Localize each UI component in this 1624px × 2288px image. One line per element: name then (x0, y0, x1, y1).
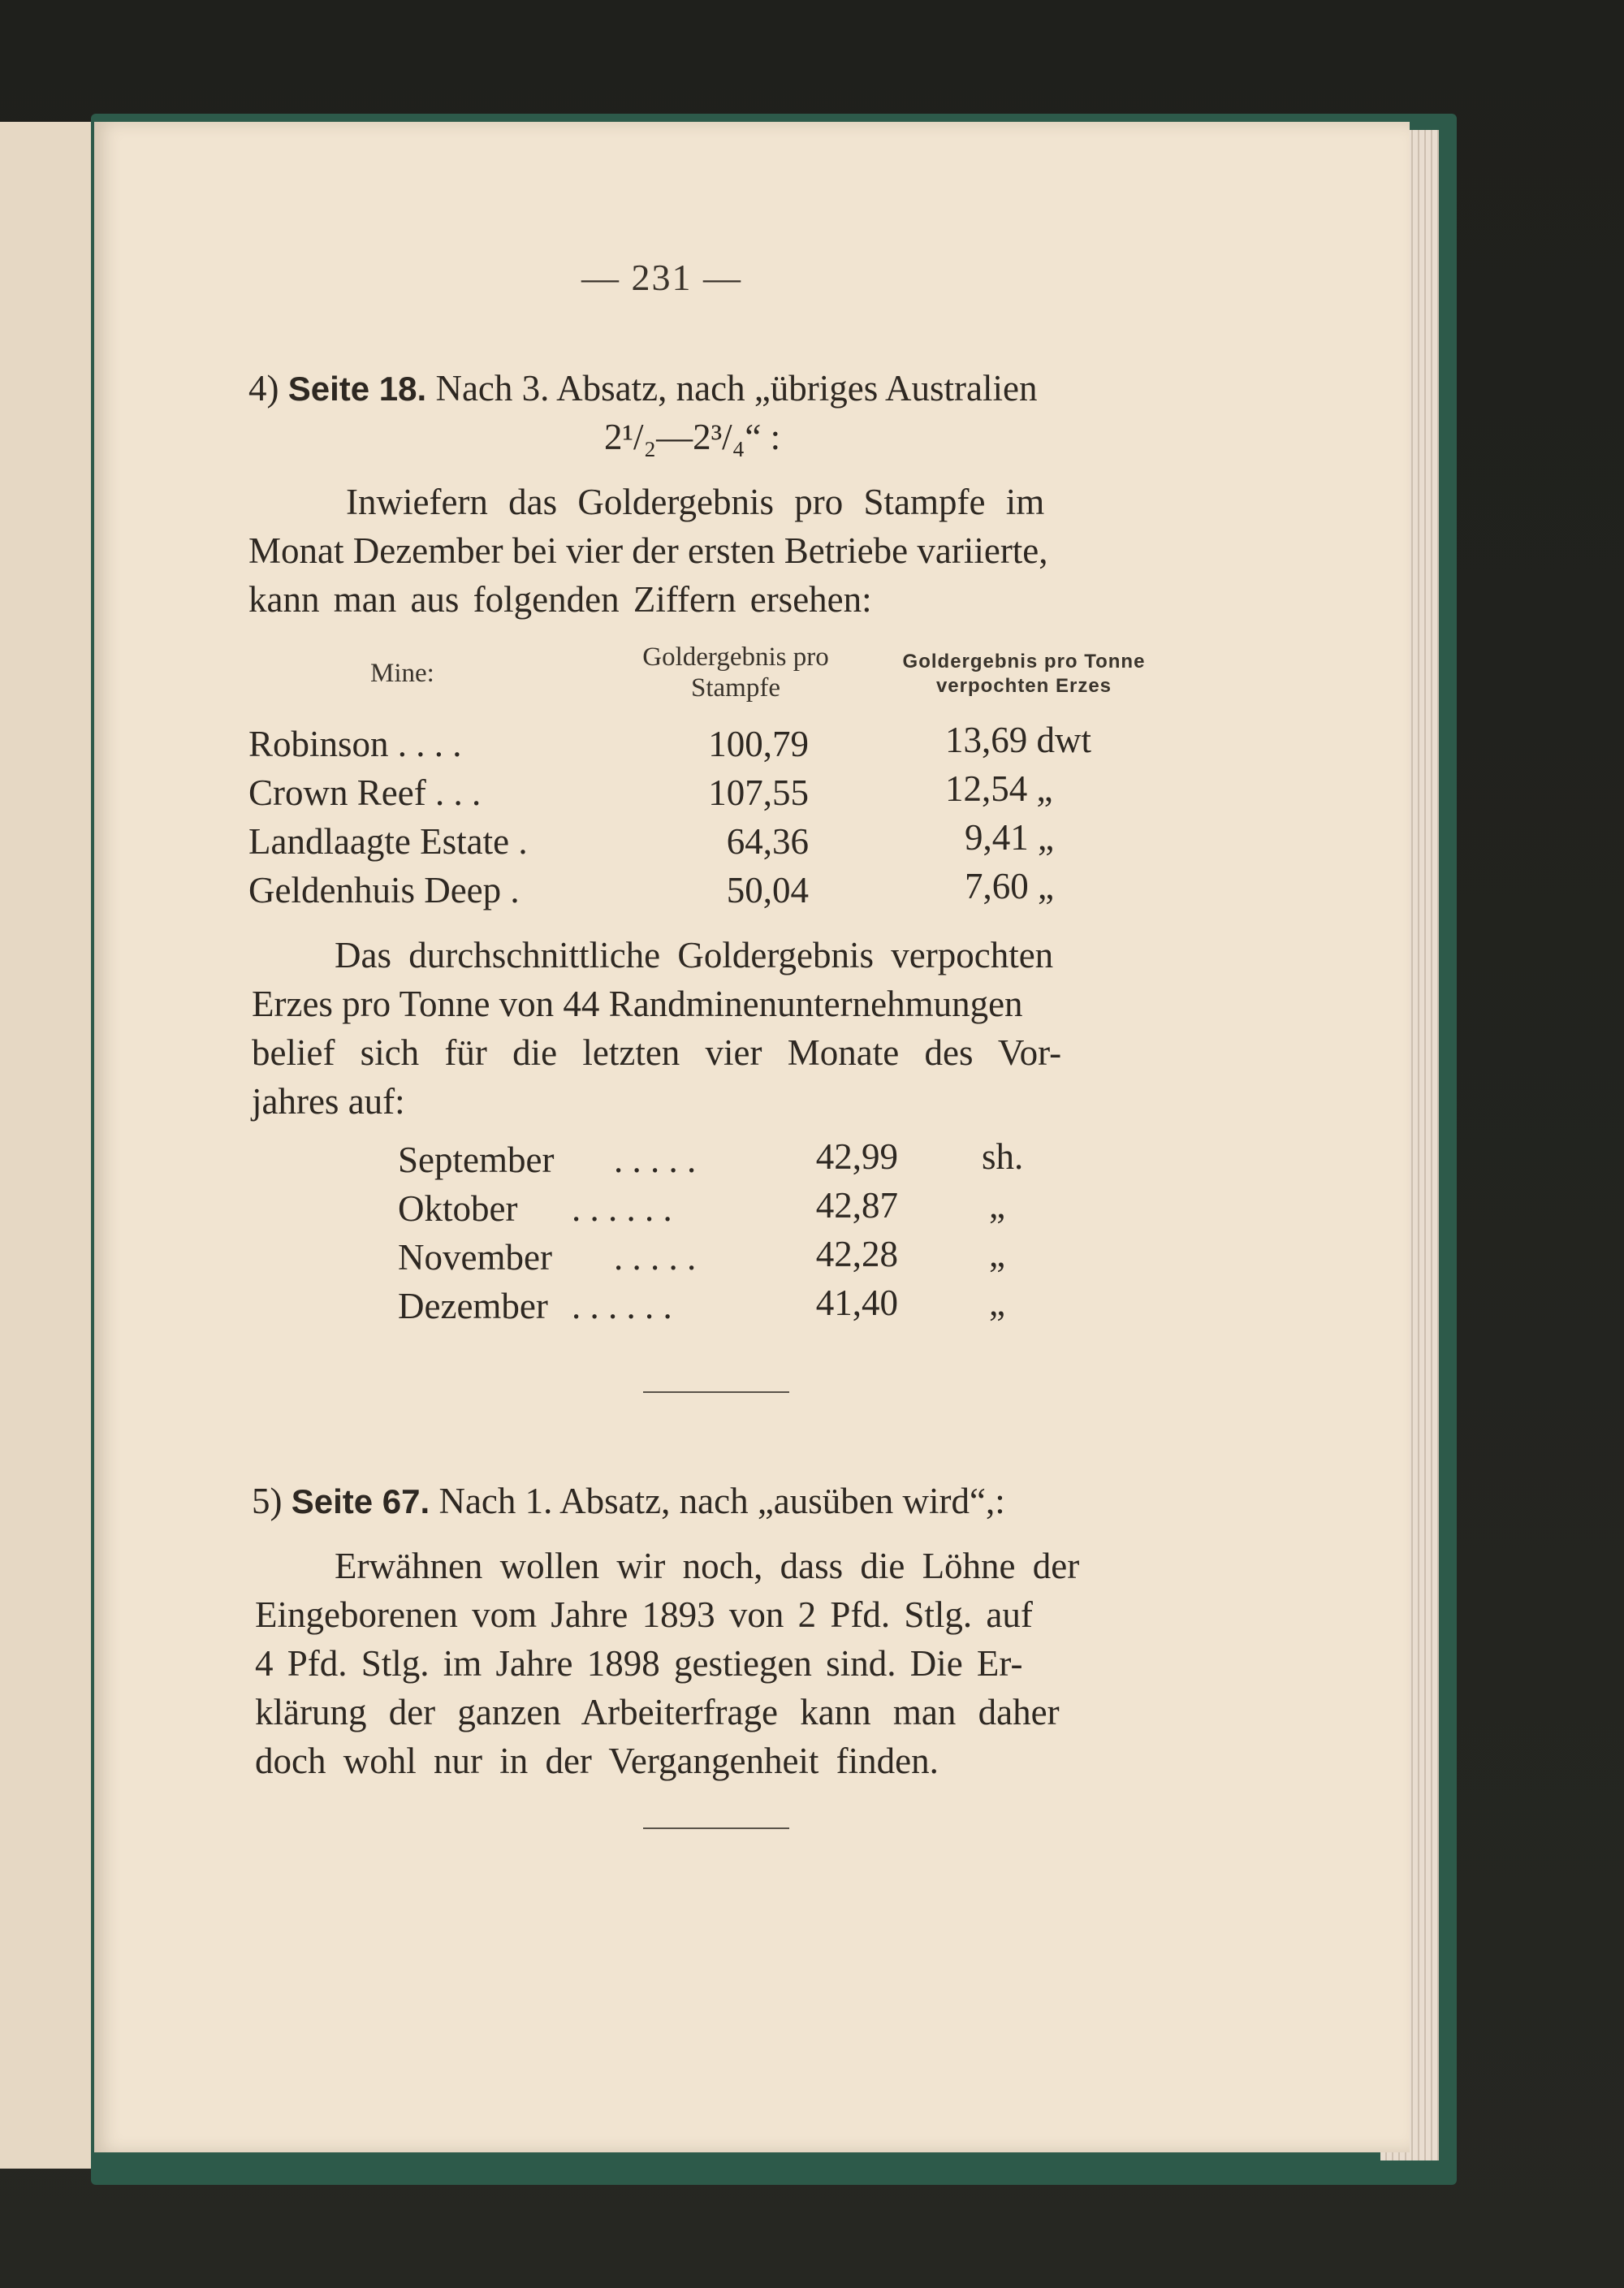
section4-para2-line-1: Das durchschnittliche Goldergebnis verpochten (335, 935, 1054, 975)
section5-para-line-5: doch wohl nur in der Vergangenheit finden. (255, 1741, 939, 1781)
section4-intro: Nach 3. Absatz, nach „übriges Australien (435, 368, 1038, 409)
month-row-4-dots: . . . . . . (572, 1286, 672, 1326)
section4-para2-line-2: Erzes pro Tonne von 44 Randminenunternehmungen (252, 984, 1023, 1024)
month-row-2-unit: „ (989, 1185, 1005, 1226)
table-row-4-tonne: 7,60 „ (965, 866, 1054, 906)
end-divider (643, 1827, 789, 1829)
table-header-stampfe (606, 642, 866, 703)
month-row-1-value: 42,99 (815, 1136, 898, 1177)
section5-label: 5) (252, 1481, 283, 1521)
month-row-2-value: 42,87 (815, 1185, 898, 1226)
section5-para-line-2: Eingeborenen vom Jahre 1893 von 2 Pfd. Stlg. auf (255, 1594, 1033, 1635)
month-row-4-value: 41,40 (815, 1282, 898, 1323)
section4-para-line-2: Monat Dezember bei vier der ersten Betriebe variierte, (248, 530, 1048, 571)
section5-ref: Seite 67. (291, 1482, 430, 1520)
table-header-stampfe-line1: Goldergebnis pro (642, 642, 829, 672)
section-divider (643, 1391, 789, 1393)
table-row-3-stampfe: 64,36 (726, 821, 809, 862)
section5-intro: Nach 1. Absatz, nach „ausüben wird“,: (438, 1481, 1005, 1521)
table-row-3-tonne: 9,41 „ (965, 817, 1054, 858)
section4-label: 4) (248, 368, 279, 409)
month-row-3-name: November (398, 1237, 552, 1278)
month-row-3-dots: . . . . . (614, 1237, 697, 1278)
section4-para2-line-3: belief sich für die letzten vier Monate des Vor- (252, 1032, 1062, 1073)
table-row-1-tonne: 13,69 dwt (945, 720, 1091, 760)
page-number: — 231 — (581, 257, 742, 298)
month-row-2-dots: . . . . . . (572, 1188, 672, 1229)
section4-para-line-1: Inwiefern das Goldergebnis pro Stampfe im (346, 482, 1045, 522)
section5-para-line-3: 4 Pfd. Stlg. im Jahre 1898 gestiegen sind. Die Er- (255, 1643, 1023, 1684)
table-row-2-tonne: 12,54 „ (945, 768, 1053, 809)
section4-ref: Seite 18. (287, 370, 427, 408)
month-row-4-unit: „ (989, 1282, 1005, 1323)
table-header-stampfe-line2: Stampfe (691, 673, 780, 703)
section4-para-line-3: kann man aus folgenden Ziffern ersehen: (248, 579, 872, 620)
table-row-2-stampfe: 107,55 (708, 772, 809, 813)
section5-para-line-1: Erwähnen wollen wir noch, dass die Löhne der (335, 1546, 1080, 1586)
section4-fraction: 2¹/₂—2³/₄“ : (604, 417, 781, 457)
table-row-1-stampfe: 100,79 (708, 724, 809, 764)
month-row-3-unit: „ (989, 1234, 1005, 1274)
month-row-1-unit: sh. (982, 1136, 1024, 1177)
month-row-4-name: Dezember (398, 1286, 548, 1326)
month-row-2-name: Oktober (398, 1188, 518, 1229)
table-header-tonne (886, 650, 1162, 699)
table-row-1-mine: Robinson . . . . (248, 724, 462, 764)
table-row-3-mine: Landlaagte Estate . (248, 821, 528, 862)
table-row-2-mine: Crown Reef . . . (248, 772, 482, 813)
month-row-3-value: 42,28 (815, 1234, 898, 1274)
table-row-4-mine: Geldenhuis Deep . (248, 870, 520, 910)
left-page-edge (0, 122, 102, 2169)
section4-para2-line-4: jahres auf: (252, 1081, 405, 1122)
table-header-tonne-line1: Goldergebnis pro Tonne (902, 651, 1146, 673)
book-page (94, 122, 1410, 2152)
table-header-tonne-line2: verpochten Erzes (935, 675, 1112, 697)
month-row-1-name: September (398, 1140, 555, 1180)
table-row-4-stampfe: 50,04 (726, 870, 809, 910)
section4-heading (248, 367, 1037, 409)
table-header-mine: Mine: (370, 659, 434, 688)
section5-heading (252, 1480, 1005, 1522)
month-row-1-dots: . . . . . (614, 1140, 697, 1180)
section5-para-line-4: klärung der ganzen Arbeiterfrage kann man daher (255, 1692, 1060, 1732)
